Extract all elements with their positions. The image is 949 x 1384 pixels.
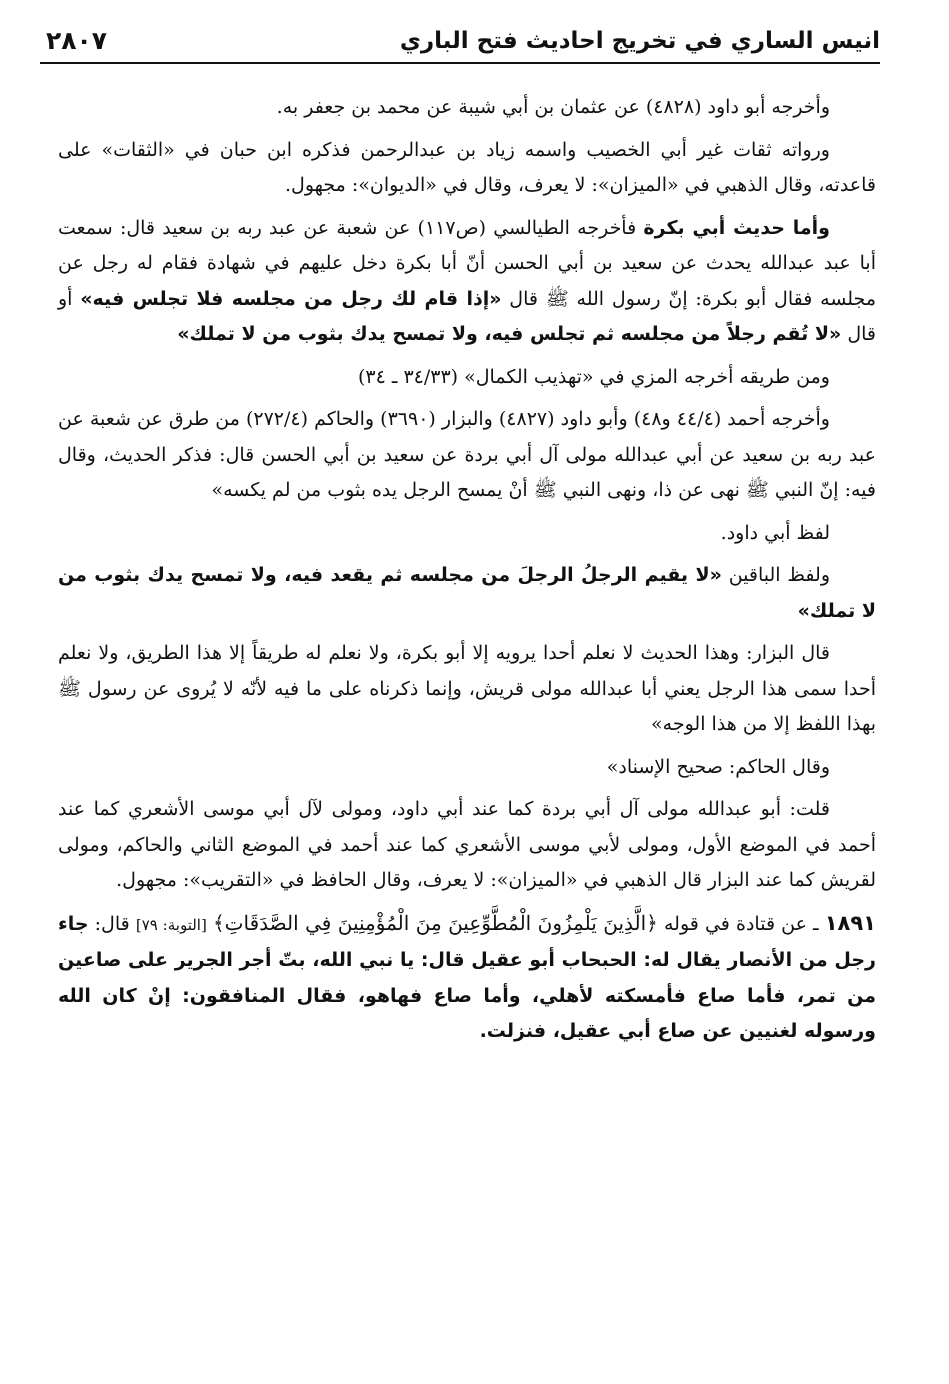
text-run: أو قال — [58, 287, 876, 345]
paragraph-8: قال البزار: وهذا الحديث لا نعلم أحدا يرويه إلا أبو بكرة، ولا نعلم له طريقاً إلا هذا الطريق، ولا نعلم أحدا سمى هذا الرجل يعني أبا عبدالله مولى قريش، وإنما ذكرناه على ما فيه لأنّه لا يُروى عن رسول ﷺ بهذا اللفظ إلا من هذا الوجه» — [58, 642, 876, 735]
page-number: ٢٨٠٧ — [46, 26, 108, 55]
running-title: انيس الساري في تخريج احاديث فتح الباري — [399, 28, 880, 54]
hadith-quote: «لا تُقم رجلاً من مجلسه ثم تجلس فيه، ولا تمسح يدك بثوب من لا تملك» — [177, 323, 842, 345]
hadith-quote: «لا يقيم الرجلُ الرجلَ من مجلسه ثم يقعد فيه، ولا تمسح يدك بثوب من لا تملك» — [58, 564, 876, 622]
bold-lead: وأما حديث أبي بكرة — [643, 216, 830, 239]
paragraph-5: وأخرجه أحمد (٤٤/٤ و٤٨) وأبو داود (٤٨٢٧) والبزار (٣٦٩٠) والحاكم (٢٧٢/٤) من طرق عن شعبة عن عبد ربه بن سعيد عن أبي عبدالله مولى آل أبي بردة عن سعيد بن أبي الحسن قال: فذكر الحديث، وقال فيه: إنّ النبي ﷺ نهى عن ذا، ونهى النبي ﷺ أنْ يمسح الرجل يده بثوب من لم يكسه» — [58, 408, 876, 501]
page-header — [40, 22, 880, 64]
paragraph-7 — [58, 558, 876, 629]
paragraph-9: وقال الحاكم: صحيح الإسناد» — [606, 755, 830, 778]
paragraph-3 — [58, 211, 876, 353]
hadith-quote: «إذا قام لك رجل من مجلسه فلا تجلس فيه» — [80, 287, 502, 310]
page-body — [58, 90, 876, 1057]
hadith-number: ١٨٩١ — [824, 910, 877, 935]
text-run: ولفظ الباقين — [721, 564, 831, 586]
paragraph-4: ومن طريقه أخرجه المزي في «تهذيب الكمال» (٣٤/٣٣ ـ ٣٤) — [357, 365, 830, 388]
quran-verse: ﴿الَّذِينَ يَلْمِزُونَ الْمُطَّوِّعِينَ مِنَ الْمُؤْمِنِينَ فِي الصَّدَقَاتِ﴾ — [212, 910, 658, 935]
paragraph-10: قلت: أبو عبدالله مولى آل أبي بردة كما عند أبي داود، ومولى لآل أبي موسى الأشعري كما عند أحمد في الموضع الأول، ومولى لأبي موسى الأشعري كما عند أحمد في الموضع الثاني والحاكم، ومولى لقريش كما عند البزار قال الذهبي في «الميزان»: لا يعرف، وقال الحافظ في «التقريب»: مجهول. — [58, 798, 876, 891]
hadith-1891 — [58, 906, 876, 1050]
text-run: ـ عن قتادة في قوله — [657, 912, 825, 935]
text-run: قال: — [88, 912, 136, 935]
paragraph-2: ورواته ثقات غير أبي الخصيب واسمه زياد بن عبدالرحمن فذكره ابن حبان في «الثقات» على قاعدته، وقال الذهبي في «الميزان»: لا يعرف، وقال في «الديوان»: مجهول. — [58, 138, 876, 196]
paragraph-6: لفظ أبي داود. — [720, 521, 830, 544]
sura-reference: [التوبة: ٧٩] — [135, 915, 207, 934]
text-run: فأخرجه الطيالسي (ص١١٧) عن شعبة عن عبد ربه بن سعيد قال: سمعت أبا عبد عبدالله يحدث عن سعيد بن أبي الحسن أنّ أبا بكرة دخل عليهم في شهادة فقام له رجل عن مجلسه فقال أبو بكرة: إنّ رسول الله ﷺ قال — [58, 216, 877, 310]
hadith-quote: جاء رجل من الأنصار يقال له: الحبحاب أبو عقيل قال: يا نبي الله، بتّ أجر الجرير على صاعين من تمر، فأما صاع فأمسكته لأهلي، وأما صاع فهاهو، فقال المنافقون: إنْ كان الله ورسوله لغنيين عن صاع أبي عقيل، فنزلت. — [58, 912, 876, 1042]
paragraph-1: وأخرجه أبو داود (٤٨٢٨) عن عثمان بن أبي شيبة عن محمد بن جعفر به. — [276, 96, 830, 118]
